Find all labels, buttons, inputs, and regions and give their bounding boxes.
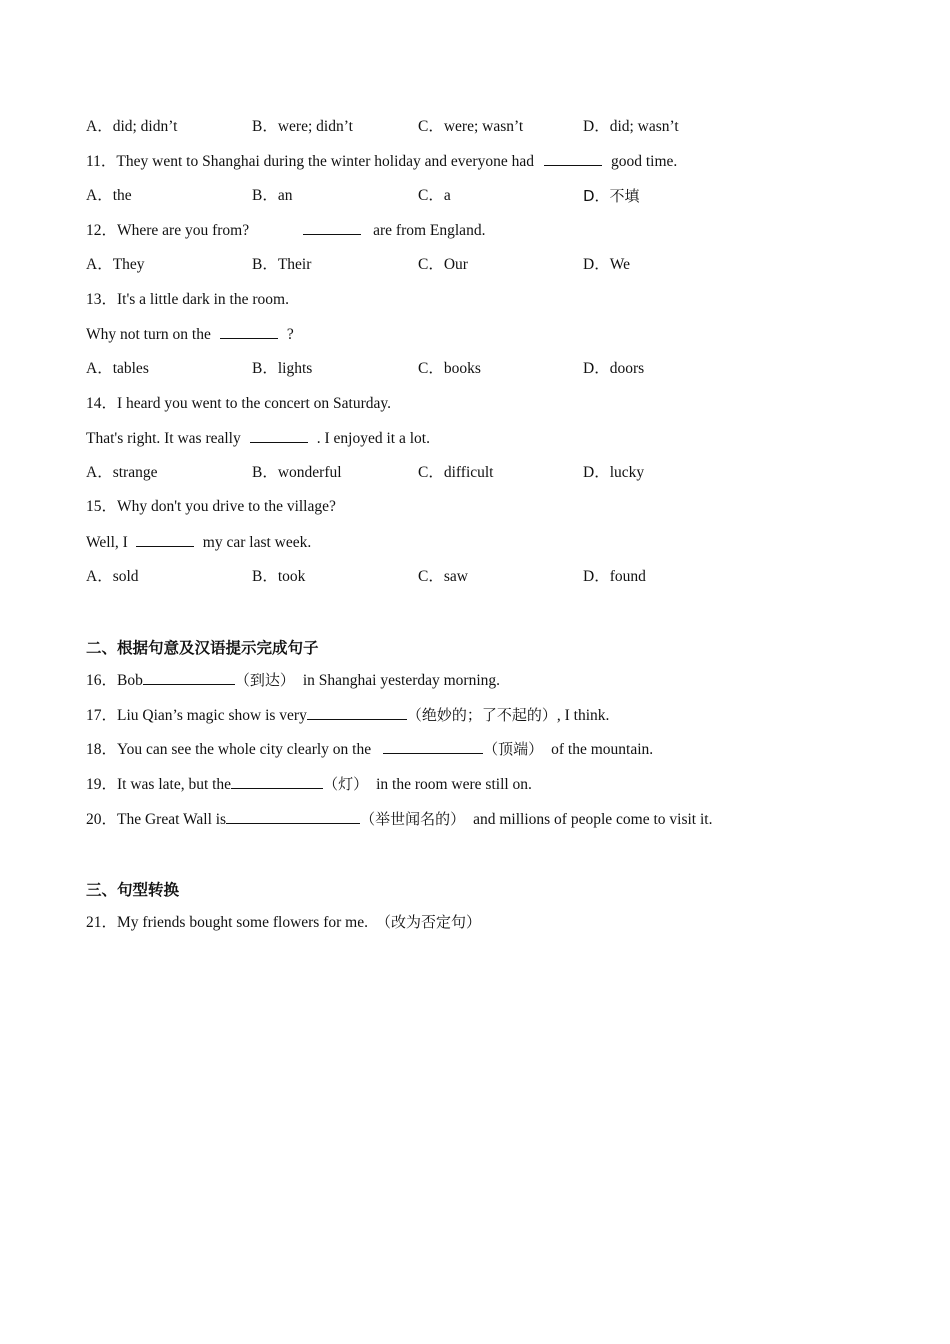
q20-text: 20．The Great Wall is <box>86 811 227 828</box>
section-3-title: 三、句型转换 <box>86 881 180 899</box>
q15-option-c: C．saw <box>418 568 468 585</box>
q15-option-b: B．took <box>252 568 306 585</box>
q21-hint: （改为否定句） <box>375 913 481 931</box>
q11-option-d: D．不填 <box>583 187 640 205</box>
q11-option-a: A．the <box>86 187 132 204</box>
q16-blank <box>143 670 235 685</box>
q15-question: 15．Why don't you drive to the village? <box>86 498 336 515</box>
section-2-title: 二、根据句意及汉语提示完成句子 <box>86 639 319 657</box>
q10-option-c: C．were; wasn’t <box>418 118 524 135</box>
q16-question <box>86 670 500 691</box>
q16-text-end: in Shanghai yesterday morning. <box>302 672 501 689</box>
q14-prompt <box>86 428 430 449</box>
q13-blank <box>220 324 278 339</box>
q17-text: 17．Liu Qian’s magic show is very <box>86 707 307 724</box>
q19-text: 19．It was late, but the <box>86 776 232 793</box>
q21-text: 21．My friends bought some flowers for me. <box>86 914 368 931</box>
q14-option-d: D．lucky <box>583 464 645 481</box>
q15-text-end: my car last week. <box>202 534 312 551</box>
q14-option-c: C．difficult <box>418 464 494 481</box>
q20-blank <box>226 809 360 824</box>
q15-text: Well, I <box>86 534 128 551</box>
q15-blank <box>136 532 194 547</box>
q12-option-d: D．We <box>583 256 630 273</box>
q14-text: That's right. It was really <box>86 430 241 447</box>
q12-option-b: B．Their <box>252 256 312 273</box>
q12-option-a: A．They <box>86 256 145 273</box>
q12-question <box>86 220 485 241</box>
q20-text-end: and millions of people come to visit it. <box>473 811 713 828</box>
q15-option-d: D．found <box>583 568 646 585</box>
q10-option-b: B．were; didn’t <box>252 118 353 135</box>
q18-blank <box>383 739 483 754</box>
q19-question <box>86 774 532 795</box>
q11-option-c: C．a <box>418 187 451 204</box>
q13-text: Why not turn on the <box>86 326 211 343</box>
q18-question <box>86 739 653 760</box>
q12-text-end: are from England. <box>373 222 486 239</box>
q19-text-end: in the room were still on. <box>376 776 532 793</box>
q20-question <box>86 809 712 830</box>
q14-question: 14．I heard you went to the concert on Saturday. <box>86 395 392 412</box>
q13-option-b: B．lights <box>252 360 313 377</box>
q14-text-end: . I enjoyed it a lot. <box>316 430 430 447</box>
q17-question <box>86 705 609 726</box>
q20-hint: （举世闻名的） <box>360 810 466 828</box>
q11-question <box>86 151 677 172</box>
q17-blank <box>307 705 407 720</box>
q21-question <box>86 912 481 933</box>
q11-text: 11．They went to Shanghai during the winter holiday and everyone had <box>86 153 534 170</box>
q12-text: 12．Where are you from? <box>86 222 250 239</box>
q13-option-d: D．doors <box>583 360 645 377</box>
q14-option-a: A．strange <box>86 464 158 481</box>
q19-blank <box>231 774 323 789</box>
q14-blank <box>250 428 308 443</box>
q16-text: 16．Bob <box>86 672 143 689</box>
q17-text-end: , I think. <box>556 707 610 724</box>
q10-option-a: A．did; didn’t <box>86 118 178 135</box>
q13-option-c: C．books <box>418 360 481 377</box>
q10-option-d: D．did; wasn’t <box>583 118 679 135</box>
q19-hint: （灯） <box>323 775 369 793</box>
q11-option-b: B．an <box>252 187 293 204</box>
q14-option-b: B．wonderful <box>252 464 342 481</box>
q12-blank <box>303 220 361 235</box>
q15-option-a: A．sold <box>86 568 139 585</box>
q13-question: 13．It's a little dark in the room. <box>86 291 289 308</box>
q16-hint: （到达） <box>234 671 295 689</box>
q17-hint: （绝妙的；了不起的） <box>406 706 557 724</box>
q18-text: 18．You can see the whole city clearly on the <box>86 741 372 758</box>
q11-text-end: good time. <box>610 153 678 170</box>
q18-hint: （顶端） <box>483 740 544 758</box>
q12-option-c: C．Our <box>418 256 468 273</box>
q13-text-end: ? <box>286 326 294 343</box>
q11-blank <box>544 151 602 166</box>
q15-prompt <box>86 532 311 553</box>
q18-text-end: of the mountain. <box>551 741 654 758</box>
q13-prompt <box>86 324 294 345</box>
q13-option-a: A．tables <box>86 360 149 377</box>
